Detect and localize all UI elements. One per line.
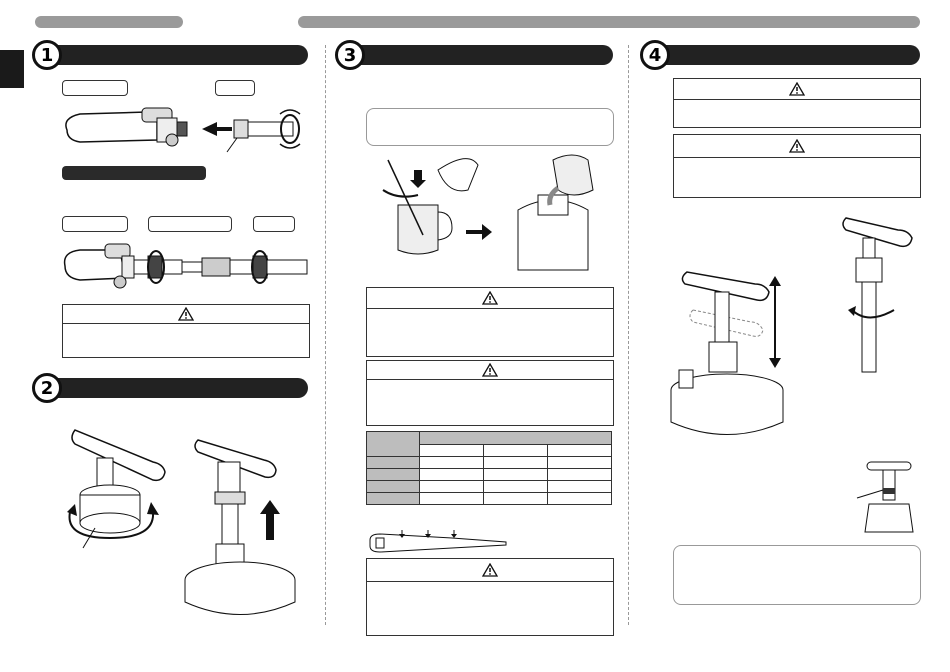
step-1-banner	[42, 45, 308, 65]
step-3-number: 3	[335, 40, 365, 70]
table-row	[367, 457, 612, 469]
table-cell	[484, 469, 548, 481]
side-tab	[0, 50, 24, 88]
table-row-header	[367, 481, 420, 493]
warning-triangle-icon	[482, 363, 498, 377]
warning-triangle-icon	[789, 82, 805, 96]
table-row-header	[367, 457, 420, 469]
step-4-banner	[650, 45, 920, 65]
part-label-pill-3	[62, 216, 128, 232]
arrow-right-icon	[466, 224, 492, 240]
table-cell	[420, 493, 484, 505]
arrow-up-icon	[260, 500, 280, 540]
top-bar-right	[298, 16, 920, 28]
part-label-pill-5	[253, 216, 295, 232]
top-bar-left	[35, 16, 183, 28]
warning-triangle-icon	[178, 307, 194, 321]
warning-box-2	[366, 287, 614, 357]
table-corner-cell	[367, 432, 420, 457]
rotate-icon	[848, 306, 856, 316]
part-label-pill-2	[215, 80, 255, 96]
column-divider-2	[628, 45, 629, 625]
table-cell	[484, 481, 548, 493]
warning-box-4	[366, 558, 614, 636]
warning-box-1	[62, 304, 310, 358]
column-divider-1	[325, 45, 326, 625]
part-label-pill-1	[62, 80, 128, 96]
pump-stroke-illustration	[665, 262, 805, 442]
warning-box-6	[673, 134, 921, 198]
table-cell	[484, 493, 548, 505]
arrow-up-down-icon	[769, 276, 781, 368]
dilution-table	[366, 431, 612, 505]
measuring-cup-illustration	[366, 530, 516, 556]
warning-header	[367, 288, 613, 309]
table-cell	[548, 457, 612, 469]
pump-cap-rotate-illustration	[55, 420, 175, 550]
rotate-icon	[147, 502, 159, 515]
warning-header	[63, 305, 309, 324]
step-2-banner	[42, 378, 308, 398]
warning-header	[674, 79, 920, 100]
table-cell	[420, 469, 484, 481]
warning-triangle-icon	[789, 139, 805, 153]
table-row-header	[367, 493, 420, 505]
pump-parts-illustration	[855, 460, 920, 535]
pump-lift-illustration	[180, 432, 300, 622]
warning-header	[367, 361, 613, 380]
warning-box-5	[673, 78, 921, 128]
info-box-4	[673, 545, 921, 605]
pump-rod-rotate-illustration	[838, 210, 918, 375]
table-cell	[548, 481, 612, 493]
table-cell	[484, 457, 548, 469]
hose-connection-illustration	[62, 100, 312, 155]
table-header-cell	[420, 432, 612, 445]
warning-header	[674, 135, 920, 158]
warning-triangle-icon	[482, 291, 498, 305]
warning-box-3	[366, 360, 614, 426]
table-cell	[548, 445, 612, 457]
table-cell	[420, 445, 484, 457]
table-row	[367, 469, 612, 481]
table-cell	[548, 493, 612, 505]
warning-header	[367, 559, 613, 582]
step-4-number: 4	[640, 40, 670, 70]
step-3-banner	[345, 45, 613, 65]
step-2-number: 2	[32, 373, 62, 403]
table-cell	[420, 481, 484, 493]
table-row	[367, 481, 612, 493]
table-cell	[420, 457, 484, 469]
step-1-number: 1	[32, 40, 62, 70]
table-row-header	[367, 469, 420, 481]
note-pill	[62, 166, 206, 180]
warning-triangle-icon	[482, 563, 498, 577]
info-box-3	[366, 108, 614, 146]
adapter-connection-illustration	[60, 238, 310, 293]
table-cell	[548, 469, 612, 481]
table-row	[367, 493, 612, 505]
table-cell	[484, 445, 548, 457]
arrow-left-icon	[202, 122, 217, 136]
mixing-illustration	[378, 150, 618, 275]
part-label-pill-4	[148, 216, 232, 232]
